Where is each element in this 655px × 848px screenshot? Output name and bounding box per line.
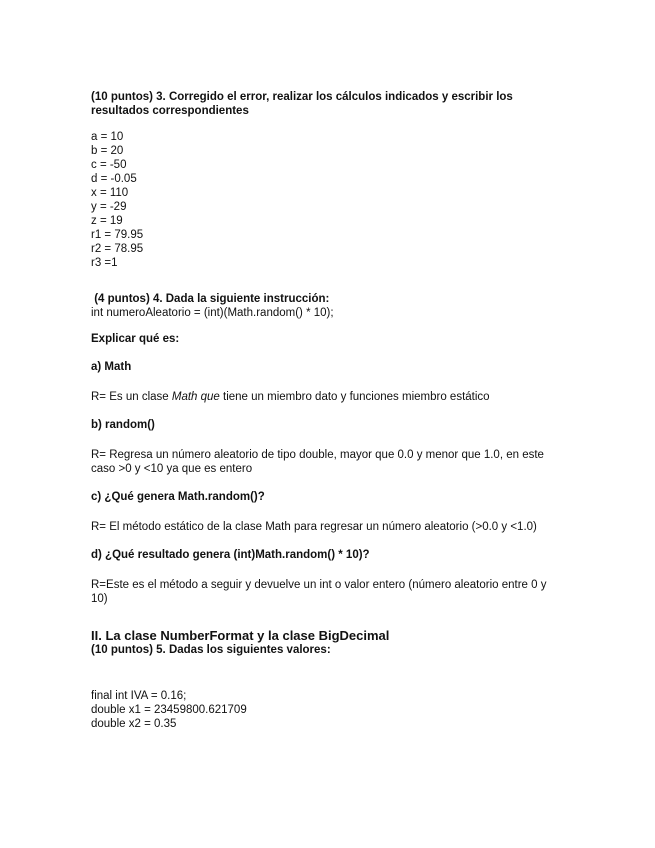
part-c-answer: R= El método estático de la clase Math para regresar un número aleatorio (>0.0 y <1.0) <box>91 521 537 533</box>
section-2-title: II. La clase NumberFormat y la clase BigDecimal <box>91 628 390 643</box>
code-line-iva: final int IVA = 0.16; <box>91 690 187 702</box>
part-d-answer: R=Este es el método a seguir y devuelve un int o valor entero (número aleatorio entre 0 y 10) <box>91 579 547 605</box>
part-d-label: d) ¿Qué resultado genera (int)Math.random() * 10)? <box>91 549 370 561</box>
code-line-x2: double x2 = 0.35 <box>91 718 177 730</box>
explain-label: Explicar qué es: <box>91 333 180 345</box>
part-c-label: c) ¿Qué genera Math.random()? <box>91 491 265 503</box>
value-c: c = -50 <box>91 159 127 171</box>
q4-code: int numeroAleatorio = (int)(Math.random() * 10); <box>91 307 334 319</box>
part-a-answer <box>91 390 571 404</box>
value-a: a = 10 <box>91 131 124 143</box>
value-b: b = 20 <box>91 145 124 157</box>
value-r2: r2 = 78.95 <box>91 243 144 255</box>
part-a-answer-prefix: R= Es un clase <box>91 391 172 403</box>
value-r3: r3 =1 <box>91 257 118 269</box>
q3-heading: (10 puntos) 3. Corregido el error, realizar los cálculos indicados y escribir los resultados correspondientes <box>91 91 513 117</box>
value-y: y = -29 <box>91 201 127 213</box>
part-b-label: b) random() <box>91 419 155 431</box>
value-r1: r1 = 79.95 <box>91 229 144 241</box>
q4-heading: (4 puntos) 4. Dada la siguiente instrucción: <box>91 293 330 305</box>
part-a-answer-italic: Math que <box>171 391 220 403</box>
part-b-answer: R= Regresa un número aleatorio de tipo double, mayor que 0.0 y menor que 1.0, en este caso >0 y <10 ya que es entero <box>91 449 544 475</box>
code-line-x1: double x1 = 23459800.621709 <box>91 704 247 716</box>
q3-values-list <box>91 130 571 270</box>
value-d: d = -0.05 <box>91 173 137 185</box>
value-z: z = 19 <box>91 215 123 227</box>
q5-code-block <box>91 689 571 731</box>
q5-heading: (10 puntos) 5. Dadas los siguientes valores: <box>91 644 331 656</box>
document-page <box>91 90 571 731</box>
part-a-label: a) Math <box>91 361 132 373</box>
value-x: x = 110 <box>91 187 129 199</box>
part-a-answer-suffix: tiene un miembro dato y funciones miembro estático <box>219 391 490 403</box>
